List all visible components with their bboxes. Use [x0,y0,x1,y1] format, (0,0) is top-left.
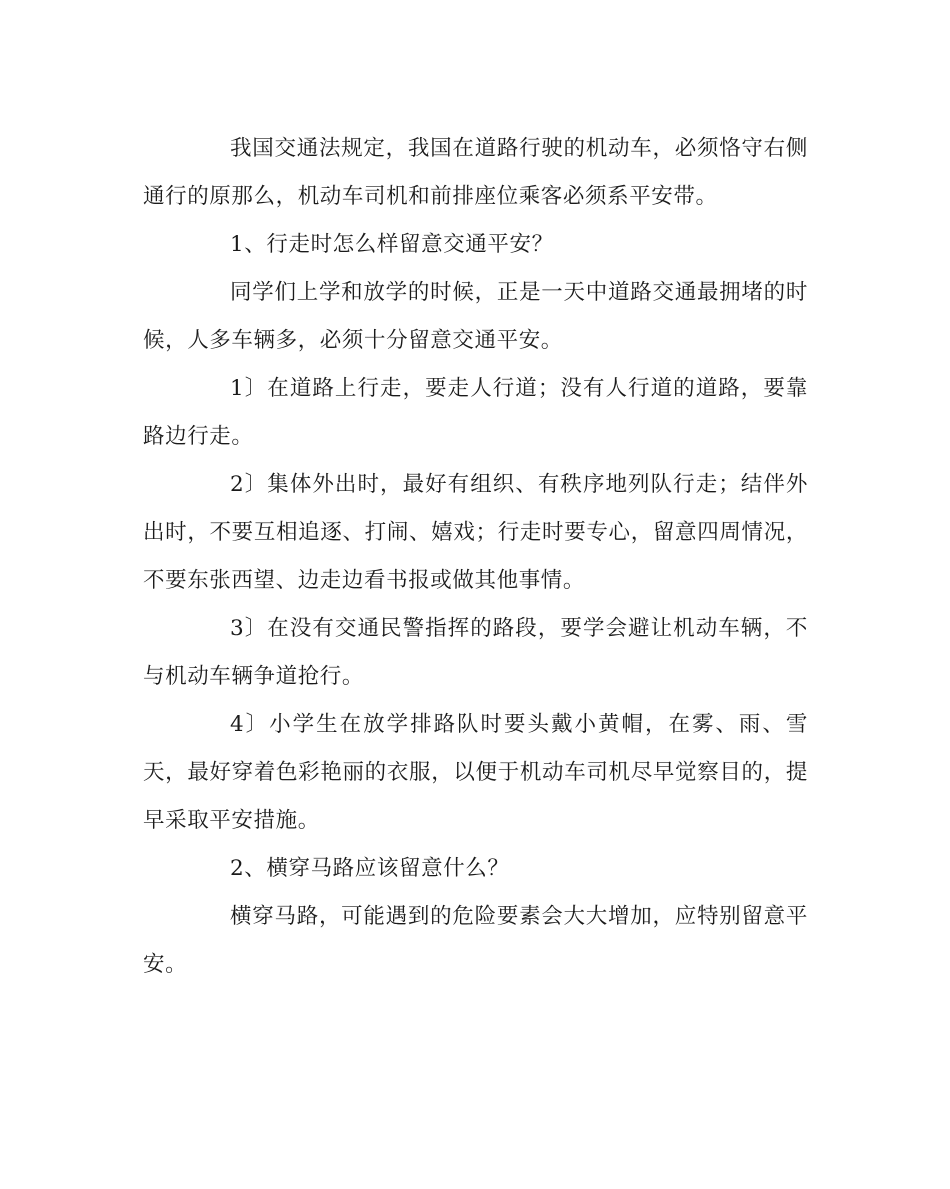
paragraph-traffic-law: 我国交通法规定，我国在道路行驶的机动车，必须恪守右侧通行的原那么，机动车司机和前排座位乘客必须系平安带。 [143,136,808,209]
list-item-yield-vehicles: 3〕在没有交通民警指挥的路段，要学会避让机动车辆，不与机动车辆争道抢行。 [143,616,808,689]
list-item-group-outing: 2〕集体外出时，最好有组织、有秩序地列队行走；结伴外出时，不要互相追逐、打闹、嬉戏；行走时要专心，留意四周情况，不要东张西望、边走边看书报或做其他事情。 [143,472,808,593]
list-item-yellow-hat: 4〕小学生在放学排路队时要头戴小黄帽，在雾、雨、雪天，最好穿着色彩艳丽的衣服，以便于机动车司机尽早觉察目的，提早采取平安措施。 [143,712,808,833]
document-body [143,125,808,989]
paragraph-school-commute: 同学们上学和放学的时候，正是一天中道路交通最拥堵的时候，人多车辆多，必须十分留意交通平安。 [143,280,808,353]
heading-crossing-road: 2、横穿马路应该留意什么？ [230,856,510,881]
list-item-sidewalk: 1〕在道路上行走，要走人行道；没有人行道的道路，要靠路边行走。 [143,376,808,449]
heading-walking-safety: 1、行走时怎么样留意交通平安？ [230,232,554,257]
paragraph-crossing-danger: 横穿马路，可能遇到的危险要素会大大增加，应特别留意平安。 [143,904,808,977]
